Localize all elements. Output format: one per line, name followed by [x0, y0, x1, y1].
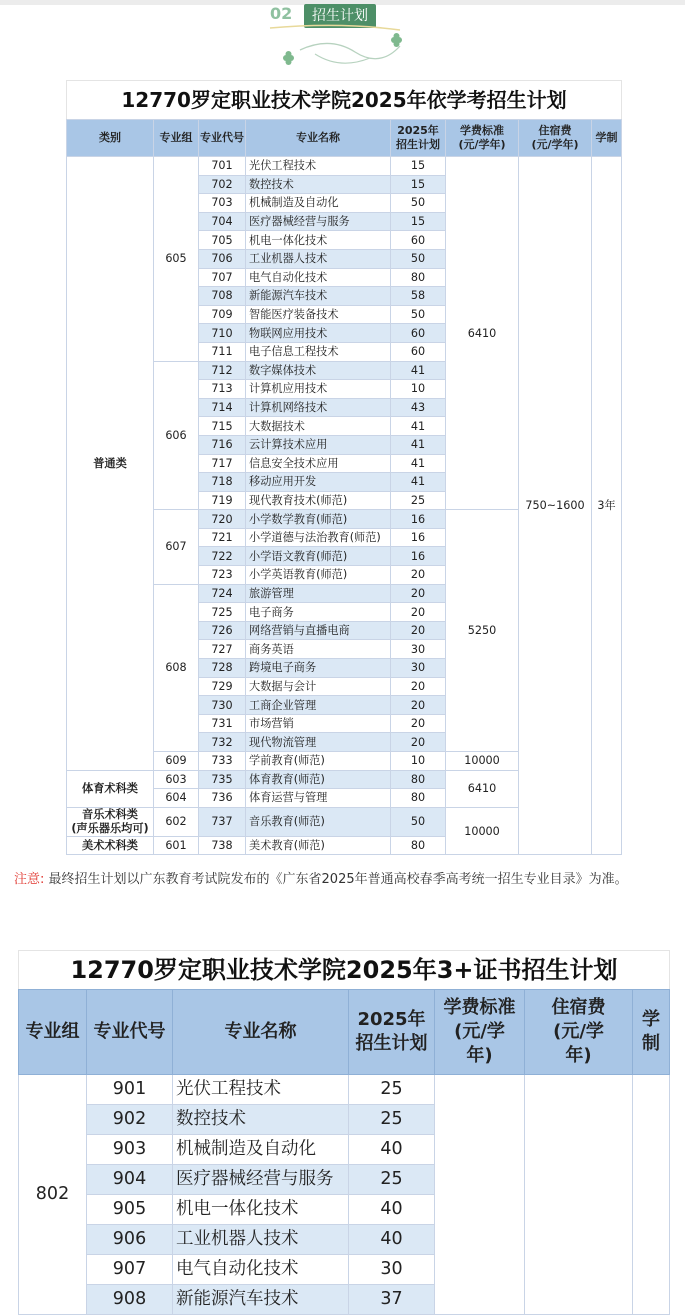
plan-count: 25 [349, 1165, 435, 1195]
major-name: 体育教育(师范) [246, 770, 391, 789]
major-code: 723 [199, 566, 246, 585]
plan-count: 50 [391, 194, 446, 213]
tuition-cell: 10000 [446, 807, 519, 855]
major-name: 移动应用开发 [246, 473, 391, 492]
plan-count: 30 [391, 659, 446, 678]
plan-count: 16 [391, 547, 446, 566]
major-code: 737 [199, 807, 246, 836]
admission-plan-table-xuekao [66, 80, 622, 855]
major-code: 901 [87, 1075, 173, 1105]
category-music: 音乐术科类 (声乐器乐均可) [67, 807, 154, 836]
major-code: 732 [199, 733, 246, 752]
major-code: 713 [199, 380, 246, 399]
tuition-cell: 6410 [446, 770, 519, 807]
t2-col-duration: 学 制 [633, 990, 670, 1075]
major-name: 机电一体化技术 [173, 1195, 349, 1225]
major-code: 907 [87, 1255, 173, 1285]
tuition-cell: 5250 [446, 510, 519, 752]
group-cell: 605 [154, 157, 199, 362]
plan-count: 25 [349, 1105, 435, 1135]
plan-count: 60 [391, 324, 446, 343]
leaf-ornament-icon [260, 24, 420, 72]
t2-col-plan: 2025年 招生计划 [349, 990, 435, 1075]
tuition-cell: 10000 [446, 752, 519, 771]
major-name: 小学英语教育(师范) [246, 566, 391, 585]
plan-count: 80 [391, 268, 446, 287]
admission-plan-table-3plus-certificate [18, 950, 670, 1315]
group-cell: 607 [154, 510, 199, 584]
group-cell: 606 [154, 361, 199, 510]
plan-count: 80 [391, 836, 446, 855]
plan-count: 41 [391, 361, 446, 380]
table1-title: 12770罗定职业技术学院2025年依学考招生计划 [66, 80, 622, 119]
plan-count: 58 [391, 287, 446, 306]
major-name: 电子商务 [246, 603, 391, 622]
plan-count: 15 [391, 175, 446, 194]
major-name: 跨境电子商务 [246, 659, 391, 678]
major-code: 902 [87, 1105, 173, 1135]
major-code: 704 [199, 212, 246, 231]
plan-count: 20 [391, 733, 446, 752]
group-cell: 602 [154, 807, 199, 836]
major-code: 736 [199, 789, 246, 808]
major-code: 906 [87, 1225, 173, 1255]
major-code: 705 [199, 231, 246, 250]
col-category: 类别 [67, 120, 154, 157]
group-cell: 608 [154, 584, 199, 751]
plan-count: 20 [391, 603, 446, 622]
major-code: 718 [199, 473, 246, 492]
major-code: 733 [199, 752, 246, 771]
plan-count: 20 [391, 696, 446, 715]
plan-count: 41 [391, 435, 446, 454]
group-cell: 609 [154, 752, 199, 771]
plan-count: 41 [391, 454, 446, 473]
col-code: 专业代号 [199, 120, 246, 157]
major-code: 729 [199, 677, 246, 696]
plan-count: 50 [391, 807, 446, 836]
major-name: 商务英语 [246, 640, 391, 659]
plan-count: 30 [349, 1255, 435, 1285]
major-code: 712 [199, 361, 246, 380]
t2-col-lodging: 住宿费 (元/学 年) [525, 990, 633, 1075]
plan-count: 16 [391, 528, 446, 547]
duration-cell [633, 1075, 670, 1315]
table1-header-row [67, 120, 622, 157]
major-code: 903 [87, 1135, 173, 1165]
major-name: 电子信息工程技术 [246, 342, 391, 361]
plan-count: 16 [391, 510, 446, 529]
col-tuition: 学费标准 (元/学年) [446, 120, 519, 157]
col-duration: 学制 [592, 120, 622, 157]
major-name: 旅游管理 [246, 584, 391, 603]
plan-count: 40 [349, 1135, 435, 1165]
major-name: 小学语文教育(师范) [246, 547, 391, 566]
group-cell: 603 [154, 770, 199, 789]
plan-count: 60 [391, 342, 446, 361]
notice-text: 最终招生计划以广东教育考试院发布的《广东省2025年普通高校春季高考统一招生专业目录》为准。 [48, 872, 628, 887]
col-lodging: 住宿费 (元/学年) [519, 120, 592, 157]
plan-count: 20 [391, 584, 446, 603]
major-code: 719 [199, 491, 246, 510]
major-code: 730 [199, 696, 246, 715]
major-name: 小学道德与法治教育(师范) [246, 528, 391, 547]
major-name: 光伏工程技术 [173, 1075, 349, 1105]
major-name: 智能医疗装备技术 [246, 305, 391, 324]
category-sports: 体育术科类 [67, 770, 154, 807]
major-name: 光伏工程技术 [246, 157, 391, 176]
section-number: 02 [270, 4, 293, 23]
notice [14, 868, 674, 891]
tuition-cell [435, 1075, 525, 1315]
category-art: 美术术科类 [67, 836, 154, 855]
major-code: 714 [199, 398, 246, 417]
major-code: 908 [87, 1285, 173, 1315]
section-header [0, 0, 685, 75]
major-code: 727 [199, 640, 246, 659]
plan-count: 50 [391, 249, 446, 268]
group-cell: 802 [19, 1075, 87, 1315]
plan-count: 41 [391, 417, 446, 436]
plan-count: 50 [391, 305, 446, 324]
plan-count: 80 [391, 770, 446, 789]
major-code: 904 [87, 1165, 173, 1195]
duration-cell: 3年 [592, 157, 622, 855]
group-cell: 604 [154, 789, 199, 808]
major-code: 706 [199, 249, 246, 268]
plan-count: 41 [391, 473, 446, 492]
major-code: 738 [199, 836, 246, 855]
major-name: 新能源汽车技术 [173, 1285, 349, 1315]
plan-count: 15 [391, 212, 446, 231]
major-name: 现代物流管理 [246, 733, 391, 752]
major-name: 计算机应用技术 [246, 380, 391, 399]
major-code: 707 [199, 268, 246, 287]
major-code: 709 [199, 305, 246, 324]
plan-count: 40 [349, 1225, 435, 1255]
major-name: 物联网应用技术 [246, 324, 391, 343]
plan-count: 25 [391, 491, 446, 510]
major-name: 小学数学教育(师范) [246, 510, 391, 529]
major-code: 722 [199, 547, 246, 566]
major-code: 701 [199, 157, 246, 176]
major-code: 905 [87, 1195, 173, 1225]
major-name: 医疗器械经营与服务 [246, 212, 391, 231]
major-name: 工商企业管理 [246, 696, 391, 715]
major-code: 716 [199, 435, 246, 454]
group-cell: 601 [154, 836, 199, 855]
plan-count: 10 [391, 752, 446, 771]
major-name: 学前教育(师范) [246, 752, 391, 771]
major-name: 机电一体化技术 [246, 231, 391, 250]
major-name: 大数据技术 [246, 417, 391, 436]
lodging-cell [525, 1075, 633, 1315]
major-name: 数控技术 [246, 175, 391, 194]
t2-col-group: 专业组 [19, 990, 87, 1075]
plan-count: 80 [391, 789, 446, 808]
major-name: 信息安全技术应用 [246, 454, 391, 473]
major-name: 工业机器人技术 [173, 1225, 349, 1255]
plan-count: 20 [391, 677, 446, 696]
major-code: 724 [199, 584, 246, 603]
major-code: 702 [199, 175, 246, 194]
plan-count: 25 [349, 1075, 435, 1105]
major-name: 数控技术 [173, 1105, 349, 1135]
major-name: 大数据与会计 [246, 677, 391, 696]
table-row [19, 1075, 670, 1105]
major-code: 703 [199, 194, 246, 213]
major-code: 725 [199, 603, 246, 622]
major-code: 711 [199, 342, 246, 361]
lodging-cell: 750~1600 [519, 157, 592, 855]
major-name: 美术教育(师范) [246, 836, 391, 855]
plan-count: 15 [391, 157, 446, 176]
major-name: 计算机网络技术 [246, 398, 391, 417]
major-code: 720 [199, 510, 246, 529]
table2-header-row [19, 990, 670, 1075]
major-name: 机械制造及自动化 [246, 194, 391, 213]
col-name: 专业名称 [246, 120, 391, 157]
major-name: 数字媒体技术 [246, 361, 391, 380]
plan-count: 30 [391, 640, 446, 659]
major-code: 728 [199, 659, 246, 678]
major-code: 710 [199, 324, 246, 343]
plan-count: 10 [391, 380, 446, 399]
category-general: 普通类 [67, 157, 154, 771]
major-code: 721 [199, 528, 246, 547]
major-name: 机械制造及自动化 [173, 1135, 349, 1165]
major-code: 708 [199, 287, 246, 306]
major-name: 云计算技术应用 [246, 435, 391, 454]
notice-prefix: 注意: [14, 872, 45, 887]
t2-col-code: 专业代号 [87, 990, 173, 1075]
major-name: 工业机器人技术 [246, 249, 391, 268]
major-name: 电气自动化技术 [173, 1255, 349, 1285]
plan-count: 20 [391, 566, 446, 585]
major-name: 市场营销 [246, 714, 391, 733]
table-row [67, 157, 622, 176]
plan-count: 20 [391, 621, 446, 640]
major-name: 音乐教育(师范) [246, 807, 391, 836]
major-name: 体育运营与管理 [246, 789, 391, 808]
t2-col-name: 专业名称 [173, 990, 349, 1075]
tuition-cell: 6410 [446, 157, 519, 510]
major-code: 717 [199, 454, 246, 473]
major-name: 新能源汽车技术 [246, 287, 391, 306]
major-code: 726 [199, 621, 246, 640]
major-code: 735 [199, 770, 246, 789]
table2-title: 12770罗定职业技术学院2025年3+证书招生计划 [18, 950, 670, 989]
major-code: 731 [199, 714, 246, 733]
plan-count: 43 [391, 398, 446, 417]
t2-col-tuition: 学费标准 (元/学 年) [435, 990, 525, 1075]
col-plan: 2025年 招生计划 [391, 120, 446, 157]
plan-count: 60 [391, 231, 446, 250]
plan-count: 20 [391, 714, 446, 733]
col-group: 专业组 [154, 120, 199, 157]
major-name: 网络营销与直播电商 [246, 621, 391, 640]
major-name: 电气自动化技术 [246, 268, 391, 287]
major-name: 医疗器械经营与服务 [173, 1165, 349, 1195]
plan-count: 37 [349, 1285, 435, 1315]
major-code: 715 [199, 417, 246, 436]
major-name: 现代教育技术(师范) [246, 491, 391, 510]
plan-count: 40 [349, 1195, 435, 1225]
section-label: 招生计划 [304, 4, 376, 28]
